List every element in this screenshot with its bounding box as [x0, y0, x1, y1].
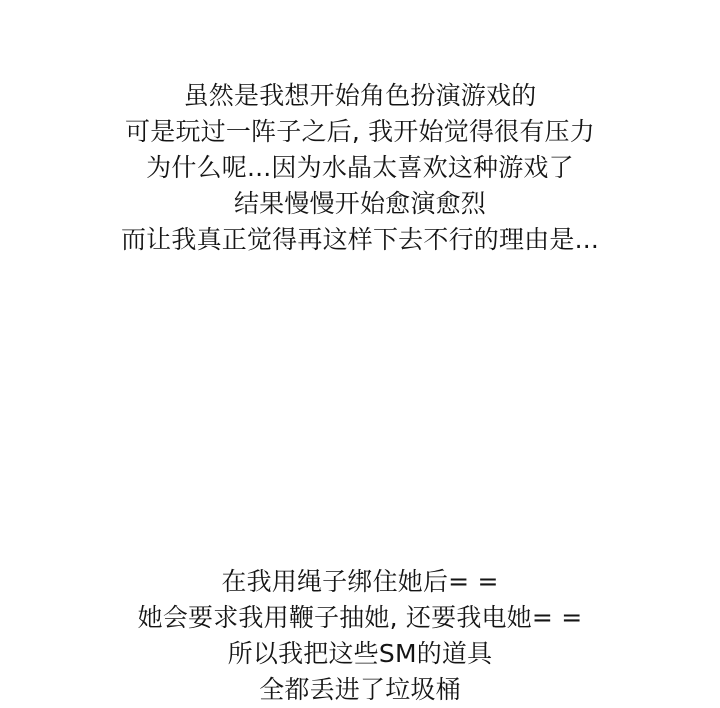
narration-line: 而让我真正觉得再这样下去不行的理由是... — [120, 225, 600, 254]
narration-line: 可是玩过一阵子之后, 我开始觉得很有压力 — [125, 117, 595, 146]
narration-line: 她会要求我用鞭子抽她, 还要我电她= = — [137, 603, 583, 632]
narration-line: 结果慢慢开始愈演愈烈 — [233, 189, 486, 218]
upper-narration-block — [0, 78, 720, 258]
narration-line: 为什么呢...因为水晶太喜欢这种游戏了 — [146, 153, 574, 182]
narration-line: 所以我把这些SM的道具 — [227, 639, 493, 668]
narration-line: 全都丢进了垃圾桶 — [259, 675, 461, 704]
narration-line: 虽然是我想开始角色扮演游戏的 — [183, 81, 537, 110]
lower-narration-block — [0, 564, 720, 708]
narration-line: 在我用绳子绑住她后= = — [221, 567, 499, 596]
